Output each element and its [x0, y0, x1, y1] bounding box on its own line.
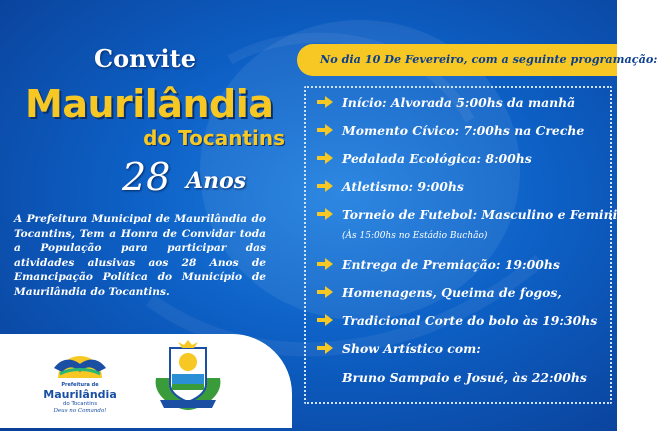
schedule-item-text: Início: Alvorada 5:00hs da manhã: [342, 95, 576, 110]
schedule-item-text: Homenagens, Queima de fogos,: [342, 285, 562, 300]
schedule-item: [316, 207, 635, 222]
schedule-item: [316, 151, 532, 166]
schedule-item-text: Atletismo: 9:00hs: [342, 179, 464, 194]
municipal-crest-icon: [148, 338, 228, 412]
schedule-item: [316, 341, 481, 356]
arrow-bullet-icon: [316, 313, 334, 327]
arrow-bullet-icon: [316, 95, 334, 109]
handshake-emblem: [40, 338, 120, 384]
schedule-item: [316, 285, 562, 300]
arrow-bullet-icon: [316, 257, 334, 271]
invite-heading: Convite: [94, 44, 196, 73]
schedule-item: [316, 313, 597, 328]
anniversary-number: 28: [122, 155, 171, 199]
state-name: do Tocantins: [143, 126, 285, 150]
arrow-bullet-icon: [316, 123, 334, 137]
logo-line3: do Tocantins: [62, 401, 98, 407]
logo-line1: Prefeitura de: [61, 382, 99, 388]
arrow-bullet-icon: [316, 285, 334, 299]
schedule-item-text: Show Artístico com:: [342, 341, 481, 356]
arrow-bullet-icon: [316, 341, 334, 355]
arrow-bullet-icon: [316, 179, 334, 193]
schedule-item: [316, 257, 560, 272]
schedule-item-text: Torneio de Futebol: Masculino e Feminino: [342, 207, 635, 222]
anniversary-unit: Anos: [186, 168, 247, 194]
schedule-item-note: (Às 15:00hs no Estádio Buchão): [342, 231, 488, 241]
schedule-item-continuation: Bruno Sampaio e Josué, às 22:00hs: [342, 370, 587, 385]
schedule-header: No dia 10 De Fevereiro, com a seguinte programação:: [320, 52, 657, 66]
logo-line2: Maurilândia: [43, 388, 117, 401]
intro-paragraph: A Prefeitura Municipal de Maurilândia do Tocantins, Tem a Honra de Convidar toda a População para participar das atividades alusivas aos 28 Anos de Emancipação Política do Município de Maurilândia do Tocantins.: [14, 213, 266, 298]
municipality-logo: [40, 338, 120, 416]
schedule-item-text: Pedalada Ecológica: 8:00hs: [342, 151, 532, 166]
schedule-item: [316, 179, 464, 194]
schedule-item-text: Momento Cívico: 7:00hs na Creche: [342, 123, 585, 138]
logo-slogan: Deus no Comando!: [53, 408, 107, 414]
schedule-item-text: Tradicional Corte do bolo às 19:30hs: [342, 313, 598, 328]
schedule-header-banner: [297, 44, 657, 76]
schedule-item-text: Entrega de Premiação: 19:00hs: [342, 257, 560, 272]
schedule-item: [316, 123, 584, 138]
arrow-bullet-icon: [316, 207, 334, 221]
schedule-item: [316, 95, 575, 110]
arrow-bullet-icon: [316, 151, 334, 165]
city-name: Maurilândia: [25, 82, 274, 126]
